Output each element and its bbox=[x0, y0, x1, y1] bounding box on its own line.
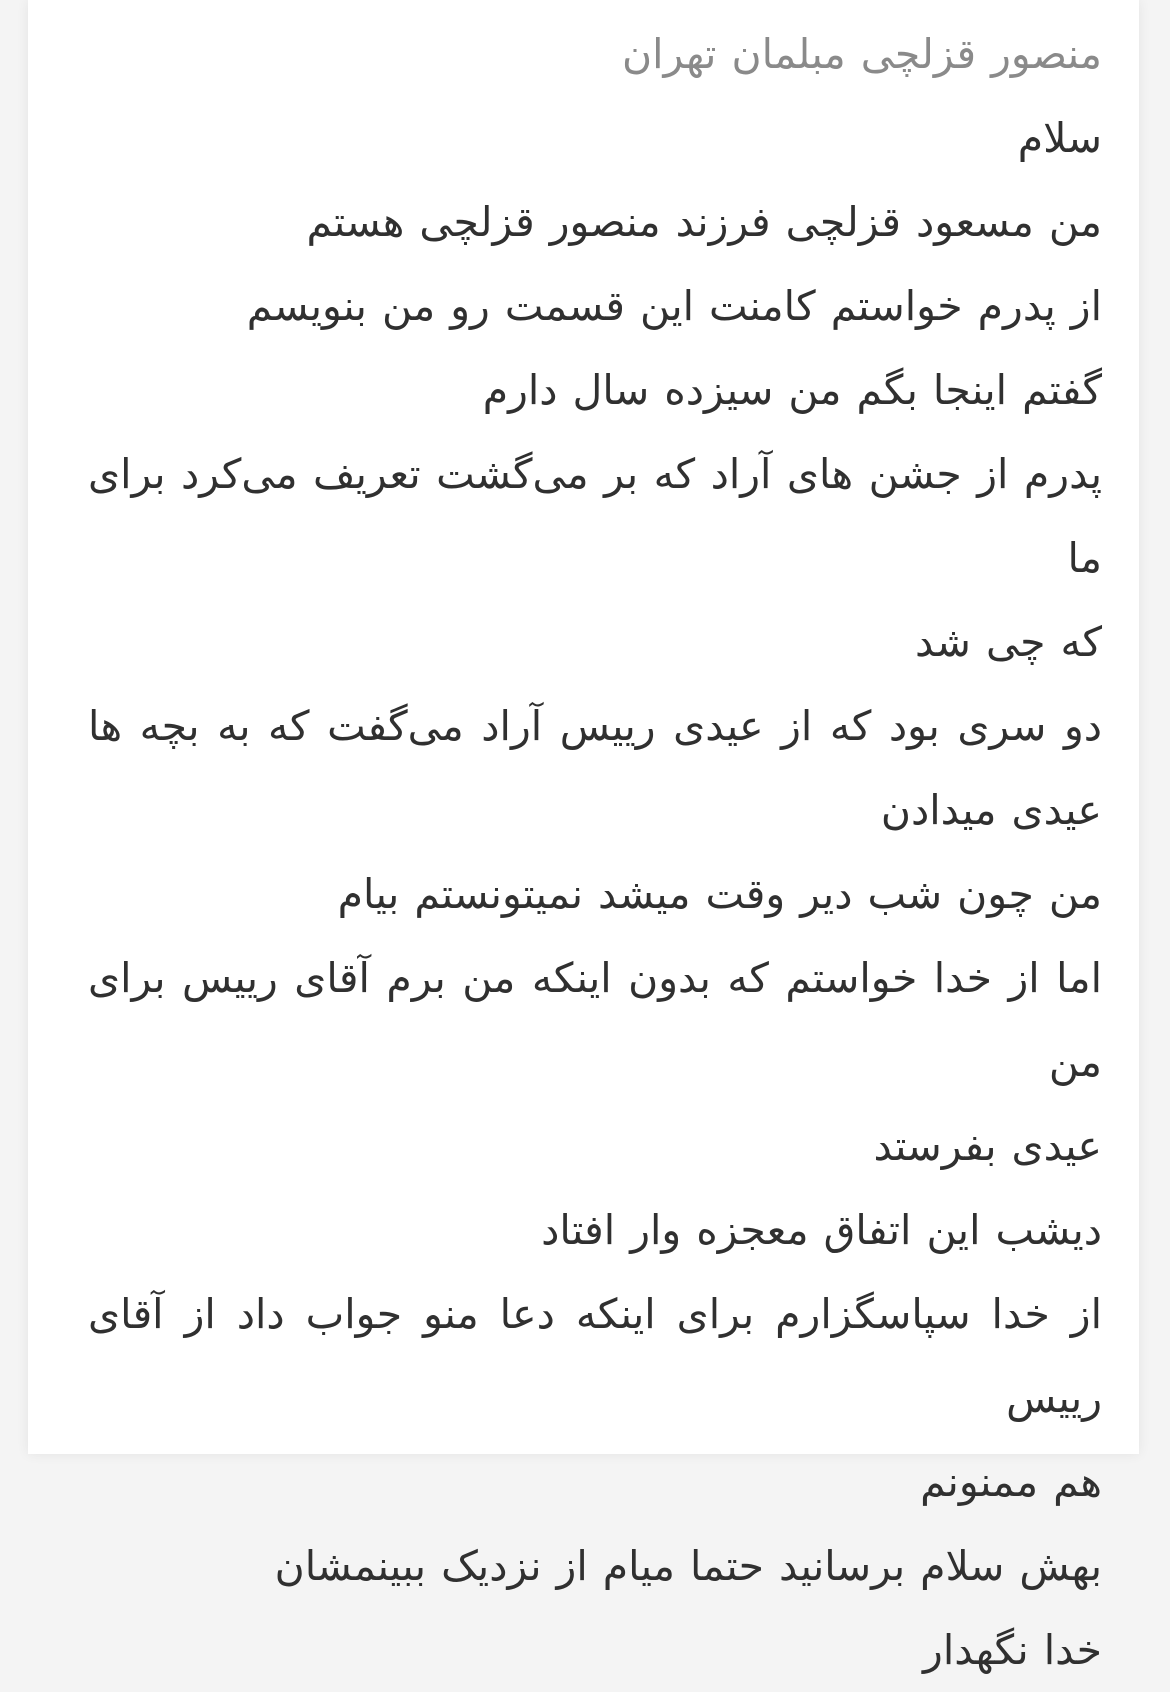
comment-line: من چون شب دیر وقت میشد نمیتونستم بیام bbox=[337, 870, 1102, 918]
comment-line: خدا نگهدار bbox=[923, 1626, 1102, 1674]
comment-author: منصور قزلچی مبلمان تهران bbox=[622, 30, 1102, 78]
comment-line: بهش سلام برسانید حتما میام از نزدیک ببینمشان bbox=[274, 1542, 1102, 1590]
comment-line: عیدی میدادن bbox=[880, 786, 1102, 834]
comment-content bbox=[28, 0, 1139, 1692]
comment-line: عیدی بفرستد bbox=[873, 1122, 1102, 1170]
comment-line: دیشب این اتفاق معجزه وار افتاد bbox=[541, 1206, 1102, 1254]
comment-line: پدرم از جشن های آراد که بر می‌گشت تعریف می‌کرد برای ما bbox=[88, 450, 1102, 582]
comment-card bbox=[28, 0, 1139, 1674]
comment-line: اما از خدا خواستم که بدون اینکه من برم آقای رییس برای من bbox=[88, 954, 1102, 1086]
comment-line: گفتم اینجا بگم من سیزده سال دارم bbox=[482, 366, 1102, 414]
comment-line: سلام bbox=[1017, 114, 1102, 162]
comment-line: هم ممنونم bbox=[920, 1458, 1102, 1506]
comment-line: از خدا سپاسگزارم برای اینکه دعا منو جواب داد از آقای رییس bbox=[88, 1290, 1102, 1422]
comment-line: دو سری بود که از عیدی رییس آراد می‌گفت که به بچه ها bbox=[88, 702, 1102, 750]
comment-line: از پدرم خواستم کامنت این قسمت رو من بنویسم bbox=[246, 282, 1102, 330]
comment-line: که چی شد bbox=[915, 618, 1102, 666]
comment-line: من مسعود قزلچی فرزند منصور قزلچی هستم bbox=[306, 198, 1102, 246]
